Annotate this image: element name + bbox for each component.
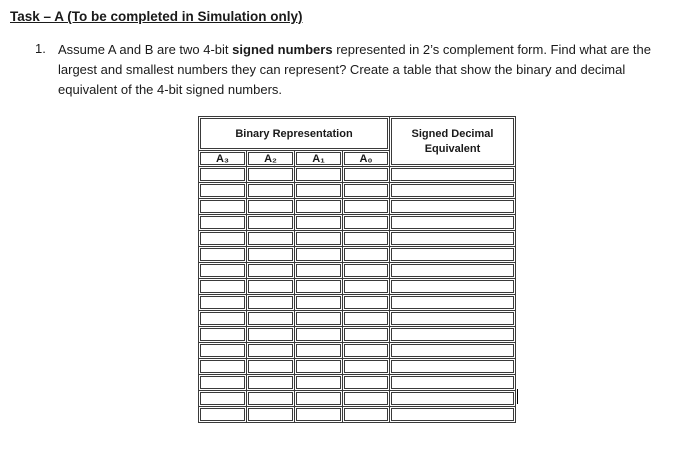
table-row [199,199,516,215]
binary-bit-cell [199,199,247,215]
binary-bit-cell [247,311,295,327]
decimal-value-cell [390,263,516,279]
binary-bit-cell [295,167,343,183]
decimal-value-cell [390,407,516,423]
bit-header-a0: A₀ [343,151,390,167]
signed-decimal-header [390,117,516,167]
table-row [199,215,516,231]
binary-bit-cell [199,263,247,279]
binary-bit-cell [199,311,247,327]
binary-bit-cell [295,295,343,311]
text-cursor [517,389,518,404]
binary-bit-cell [247,327,295,343]
binary-bit-cell [343,327,390,343]
question-text-part-1: Assume A and B are two 4-bit [58,42,233,57]
binary-bit-cell [295,327,343,343]
binary-bit-cell [199,343,247,359]
binary-bit-cell [343,343,390,359]
binary-bit-cell [295,343,343,359]
binary-bit-cell [343,199,390,215]
binary-bit-cell [343,375,390,391]
table-header-row [199,117,516,151]
binary-bit-cell [199,167,247,183]
binary-bit-cell [247,359,295,375]
decimal-value-cell [390,199,516,215]
binary-bit-cell [247,183,295,199]
binary-bit-cell [199,327,247,343]
binary-representation-header: Binary Representation [199,117,390,151]
decimal-value-cell [390,231,516,247]
table-row [199,263,516,279]
decimal-value-cell [390,343,516,359]
binary-bit-cell [295,391,343,407]
binary-bit-cell [343,279,390,295]
binary-bit-cell [247,247,295,263]
decimal-value-cell [390,359,516,375]
signed-numbers-table [198,116,516,423]
binary-bit-cell [247,391,295,407]
question-bold-term: signed numbers [232,42,333,57]
question-text-part-2: represented in 2’s complement form. Find what are the largest and smallest numbers they can represent? Create a table that show the binary and decimal equivalent of the 4-bit signed numbers. [58,42,651,97]
decimal-value-cell [390,279,516,295]
table-row [199,391,516,407]
question-text [58,40,676,100]
binary-bit-cell [295,279,343,295]
binary-bit-cell [343,167,390,183]
table-row [199,359,516,375]
binary-bit-cell [343,231,390,247]
signed-decimal-header-line2: Equivalent [424,142,481,155]
bit-header-a3: A₃ [199,151,247,167]
table-row [199,407,516,423]
table-row [199,375,516,391]
binary-bit-cell [247,231,295,247]
task-title: Task – A (To be completed in Simulation only) [10,9,303,24]
decimal-value-cell [390,183,516,199]
table-row [199,311,516,327]
table-row [199,167,516,183]
bit-header-a2: A₂ [247,151,295,167]
binary-bit-cell [343,215,390,231]
binary-bit-cell [343,311,390,327]
decimal-value-cell [390,311,516,327]
binary-bit-cell [247,199,295,215]
decimal-value-cell [390,167,516,183]
binary-bit-cell [247,279,295,295]
table-row [199,343,516,359]
binary-bit-cell [247,407,295,423]
binary-bit-cell [343,263,390,279]
table-row [199,247,516,263]
decimal-value-cell [390,327,516,343]
decimal-value-cell [390,247,516,263]
binary-bit-cell [295,183,343,199]
binary-bit-cell [199,247,247,263]
binary-bit-cell [247,215,295,231]
binary-bit-cell [343,407,390,423]
binary-bit-cell [199,407,247,423]
question-number: 1. [35,41,46,56]
signed-decimal-header-line1: Signed Decimal [411,127,494,140]
binary-bit-cell [295,247,343,263]
binary-bit-cell [199,183,247,199]
binary-bit-cell [199,359,247,375]
binary-bit-cell [247,295,295,311]
binary-bit-cell [199,279,247,295]
decimal-value-cell [390,295,516,311]
binary-bit-cell [199,231,247,247]
binary-bit-cell [295,375,343,391]
bit-header-a1: A₁ [295,151,343,167]
binary-bit-cell [199,295,247,311]
binary-bit-cell [295,311,343,327]
binary-bit-cell [247,263,295,279]
decimal-value-cell [390,391,516,407]
table-row [199,295,516,311]
table-row [199,231,516,247]
binary-bit-cell [199,215,247,231]
binary-bit-cell [247,343,295,359]
binary-bit-cell [295,407,343,423]
binary-bit-cell [295,231,343,247]
binary-bit-cell [343,359,390,375]
binary-bit-cell [295,263,343,279]
table-row [199,183,516,199]
binary-bit-cell [295,215,343,231]
table-row [199,327,516,343]
decimal-value-cell [390,375,516,391]
binary-bit-cell [295,359,343,375]
binary-bit-cell [343,247,390,263]
binary-bit-cell [199,391,247,407]
binary-bit-cell [247,375,295,391]
binary-bit-cell [199,375,247,391]
binary-bit-cell [247,167,295,183]
binary-bit-cell [343,391,390,407]
binary-bit-cell [343,183,390,199]
binary-bit-cell [343,295,390,311]
binary-bit-cell [295,199,343,215]
decimal-value-cell [390,215,516,231]
table-row [199,279,516,295]
